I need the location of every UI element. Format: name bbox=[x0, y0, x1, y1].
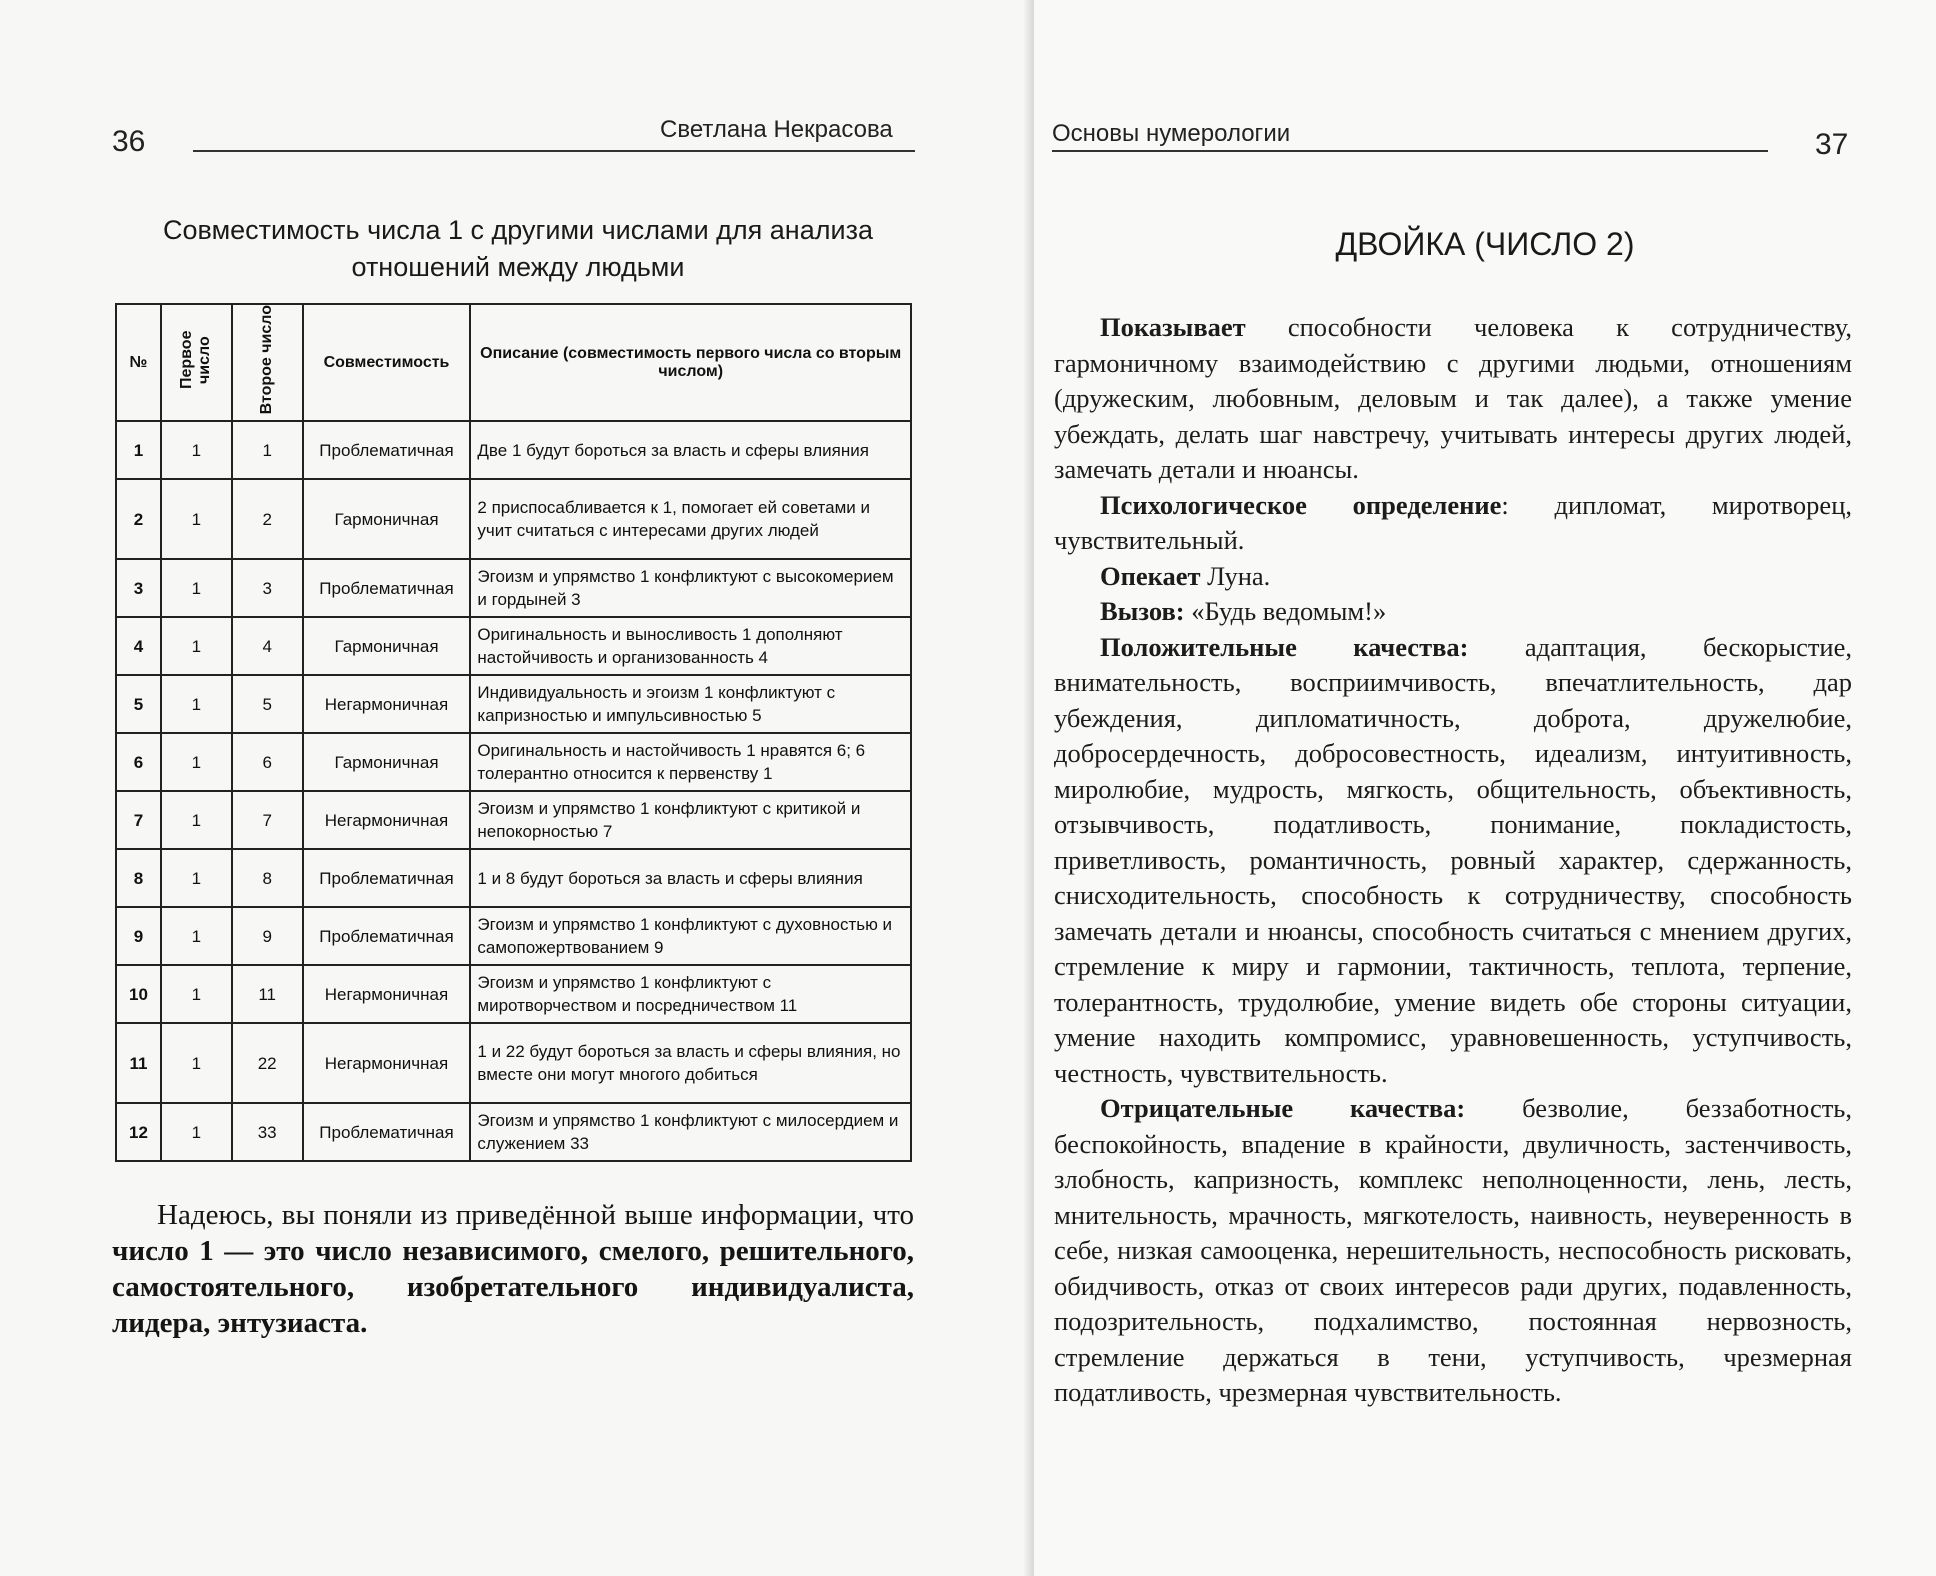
text-negative: безволие, беззаботность, беспокойность, впадение в крайности, двуличность, застенчивость, злобность, капризность, комплекс неполноценности, лень, лесть, мнительность, мрачность, мягкотелость, наивность, неуверенность в себе, низкая самооценка, нерешительность, неспособность рисковать, обидчивость, отказ от своих интересов ради других, подавленность, подозрительность, подхалимство, постоянная нервозность, стремление держаться в тени, уступчивость, чрезмерная податливость, чрезмерная чувствительность. bbox=[1054, 1093, 1852, 1407]
row-compat: Негармоничная bbox=[303, 1023, 471, 1103]
table-row bbox=[116, 1103, 911, 1161]
row-desc: 1 и 8 будут бороться за власть и сферы влияния bbox=[470, 849, 911, 907]
row-desc: 1 и 22 будут бороться за власть и сферы влияния, но вместе они могут многого добиться bbox=[470, 1023, 911, 1103]
header-compat: Совместимость bbox=[303, 304, 471, 421]
header-rule-left bbox=[193, 150, 915, 152]
label-negative: Отрицательные качества: bbox=[1100, 1093, 1466, 1123]
row-desc: Оригинальность и настойчивость 1 нравятся 6; 6 толерантно относится к первенству 1 bbox=[470, 733, 911, 791]
paragraph-shows bbox=[1054, 310, 1852, 488]
row-desc: Эгоизм и упрямство 1 конфликтуют с миротворчеством и посредничеством 11 bbox=[470, 965, 911, 1023]
page-number-right: 37 bbox=[1815, 128, 1849, 161]
paragraph-negative bbox=[1054, 1091, 1852, 1411]
row-no: 1 bbox=[116, 421, 161, 479]
row-compat: Гармоничная bbox=[303, 733, 471, 791]
row-compat: Проблематичная bbox=[303, 1103, 471, 1161]
row-second: 2 bbox=[232, 479, 303, 559]
table-row bbox=[116, 617, 911, 675]
table-row bbox=[116, 675, 911, 733]
paragraph-psych bbox=[1054, 488, 1852, 559]
row-second: 6 bbox=[232, 733, 303, 791]
row-no: 4 bbox=[116, 617, 161, 675]
row-desc: Эгоизм и упрямство 1 конфликтуют с духовностью и самопожертвованием 9 bbox=[470, 907, 911, 965]
row-desc: Индивидуальность и эгоизм 1 конфликтуют с капризностью и импульсивностью 5 bbox=[470, 675, 911, 733]
row-first: 1 bbox=[161, 965, 232, 1023]
table-row bbox=[116, 791, 911, 849]
row-first: 1 bbox=[161, 559, 232, 617]
table-row bbox=[116, 559, 911, 617]
row-compat: Проблематичная bbox=[303, 559, 471, 617]
row-no: 10 bbox=[116, 965, 161, 1023]
row-second: 4 bbox=[232, 617, 303, 675]
row-compat: Проблематичная bbox=[303, 849, 471, 907]
page-number-left: 36 bbox=[112, 125, 146, 158]
row-first: 1 bbox=[161, 1023, 232, 1103]
row-no: 2 bbox=[116, 479, 161, 559]
row-no: 5 bbox=[116, 675, 161, 733]
header-desc: Описание (совместимость первого числа со вторым числом) bbox=[470, 304, 911, 421]
text-challenge: «Будь ведомым!» bbox=[1184, 596, 1387, 626]
text-shows: способности человека к сотрудничеству, гармоничному взаимодействию с другими людьми, отношениям (дружеским, любовным, деловым и так далее), а также умение убеждать, делать шаг навстречу, учитывать интересы других людей, замечать детали и нюансы. bbox=[1054, 312, 1852, 484]
row-first: 1 bbox=[161, 1103, 232, 1161]
table-row bbox=[116, 479, 911, 559]
table-row bbox=[116, 849, 911, 907]
row-second: 9 bbox=[232, 907, 303, 965]
row-first: 1 bbox=[161, 675, 232, 733]
row-first: 1 bbox=[161, 421, 232, 479]
header-first-label: Первое число bbox=[178, 330, 214, 390]
chapter-title: ДВОЙКА (ЧИСЛО 2) bbox=[1335, 226, 1635, 262]
label-shows: Показывает bbox=[1100, 312, 1246, 342]
paragraph-challenge bbox=[1054, 594, 1852, 630]
header-second-label: Второе число bbox=[258, 305, 276, 415]
row-second: 33 bbox=[232, 1103, 303, 1161]
label-patron: Опекает bbox=[1100, 560, 1201, 591]
text-positive: адаптация, бескорыстие, внимательность, восприимчивость, впечатлительность, дар убеждения, дипломатичность, доброта, дружелюбие, добросердечность, добросовестность, идеализм, интуитивность, миролюбие, мудрость, мягкость, общительность, объективность, отзывчивость, податливость, понимание, покладистость, приветливость, романтичность, ровный характер, сдержанность, снисходительность, способность к сотрудничеству, способность замечать детали и нюансы, способность считаться с мнением других, стремление к миру и гармонии, тактичность, теплота, терпение, толерантность, трудолюбие, умение видеть обе стороны ситуации, умение находить компромисс, уравновешенность, уступчивость, честность, чувствительность. bbox=[1054, 631, 1853, 1088]
row-no: 7 bbox=[116, 791, 161, 849]
paragraph-positive bbox=[1054, 630, 1852, 1092]
table-caption bbox=[112, 212, 924, 286]
row-second: 22 bbox=[232, 1023, 303, 1103]
running-header-right: Основы нумерологии bbox=[1052, 120, 1291, 147]
label-challenge: Вызов: bbox=[1100, 596, 1185, 626]
row-no: 3 bbox=[116, 559, 161, 617]
row-first: 1 bbox=[161, 849, 232, 907]
row-no: 12 bbox=[116, 1103, 161, 1161]
row-compat: Гармоничная bbox=[303, 617, 471, 675]
text-patron: Луна. bbox=[1200, 560, 1271, 591]
running-header-left: Светлана Некрасова bbox=[660, 116, 893, 143]
row-desc: Эгоизм и упрямство 1 конфликтуют с критикой и непокорностью 7 bbox=[470, 791, 911, 849]
row-second: 8 bbox=[232, 849, 303, 907]
row-first: 1 bbox=[161, 733, 232, 791]
row-no: 6 bbox=[116, 733, 161, 791]
header-second bbox=[232, 304, 303, 421]
row-first: 1 bbox=[161, 617, 232, 675]
text-psych: : дипломат, миротворец, чувствительный. bbox=[1054, 489, 1852, 555]
row-first: 1 bbox=[161, 907, 232, 965]
header-first bbox=[161, 304, 232, 421]
right-body-text bbox=[1054, 310, 1852, 1411]
row-compat: Проблематичная bbox=[303, 421, 471, 479]
row-compat: Негармоничная bbox=[303, 791, 471, 849]
label-psych: Психологическое определение bbox=[1100, 489, 1502, 520]
table-row bbox=[116, 1023, 911, 1103]
table-header-row bbox=[116, 304, 911, 421]
row-first: 1 bbox=[161, 479, 232, 559]
row-desc: Оригинальность и выносливость 1 дополняют настойчивость и организованность 4 bbox=[470, 617, 911, 675]
row-compat: Негармоничная bbox=[303, 675, 471, 733]
row-compat: Проблематичная bbox=[303, 907, 471, 965]
compatibility-table bbox=[115, 303, 912, 1162]
row-desc: Две 1 будут бороться за власть и сферы влияния bbox=[470, 421, 911, 479]
row-no: 8 bbox=[116, 849, 161, 907]
conclusion-bold: число 1 — это число независимого, смелого, решительного, самостоятельного, изобретательного индивидуалиста, лидера, энтузиаста. bbox=[112, 1235, 914, 1339]
table-row bbox=[116, 965, 911, 1023]
table-caption-line2: отношений между людьми bbox=[351, 252, 685, 282]
row-desc: Эгоизм и упрямство 1 конфликтуют с милосердием и служением 33 bbox=[470, 1103, 911, 1161]
row-no: 11 bbox=[116, 1023, 161, 1103]
paragraph-patron bbox=[1054, 559, 1852, 595]
table-row bbox=[116, 421, 911, 479]
table-row bbox=[116, 907, 911, 965]
conclusion-normal: Надеюсь, вы поняли из приведённой выше информации, что bbox=[157, 1199, 914, 1231]
row-second: 3 bbox=[232, 559, 303, 617]
row-second: 7 bbox=[232, 791, 303, 849]
header-no: № bbox=[116, 304, 161, 421]
row-second: 11 bbox=[232, 965, 303, 1023]
table-body bbox=[116, 421, 911, 1161]
row-desc: Эгоизм и упрямство 1 конфликтуют с высокомерием и гордыней 3 bbox=[470, 559, 911, 617]
table-caption-line1: Совместимость числа 1 с другими числами для анализа bbox=[163, 215, 873, 245]
row-first: 1 bbox=[161, 791, 232, 849]
table-row bbox=[116, 733, 911, 791]
header-rule-right bbox=[1052, 150, 1768, 152]
row-desc: 2 приспосабливается к 1, помогает ей советами и учит считаться с интересами других людей bbox=[470, 479, 911, 559]
row-second: 1 bbox=[232, 421, 303, 479]
row-second: 5 bbox=[232, 675, 303, 733]
conclusion-paragraph bbox=[112, 1197, 914, 1341]
label-positive: Положительные качества: bbox=[1100, 631, 1469, 662]
row-compat: Гармоничная bbox=[303, 479, 471, 559]
row-no: 9 bbox=[116, 907, 161, 965]
row-compat: Негармоничная bbox=[303, 965, 471, 1023]
